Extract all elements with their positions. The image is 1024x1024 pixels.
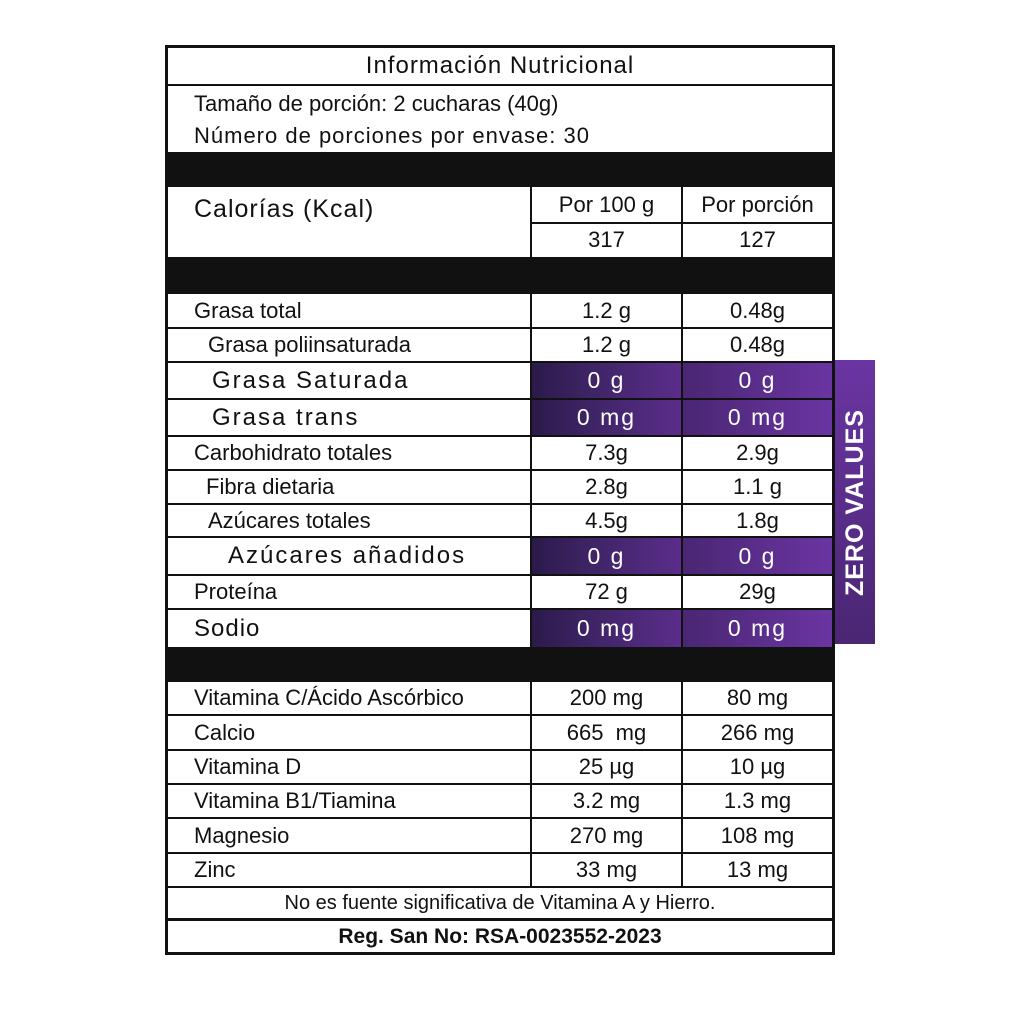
serving-size: Tamaño de porción: 2 cucharas (40g) (194, 91, 559, 116)
nutrient-portion: 0.48g (681, 294, 832, 327)
nutrient-label: Grasa trans (212, 403, 360, 431)
nutrient-row (168, 294, 832, 329)
zero-values-tab (835, 360, 875, 644)
nutrient-portion: 0 g (681, 363, 832, 398)
vitamin-portion: 108 mg (681, 819, 832, 852)
nutrient-row (168, 576, 832, 610)
nutrient-label: Fibra dietaria (206, 474, 335, 499)
nutrient-row (168, 610, 832, 647)
nutrient-per100: 4.5g (530, 505, 681, 536)
vitamin-portion: 10 µg (681, 751, 832, 783)
vitamin-label: Vitamina B1/Tiamina (194, 788, 396, 813)
vitamin-row (168, 716, 832, 751)
label-title: Información Nutricional (168, 48, 832, 86)
vitamin-per100: 3.2 mg (530, 785, 681, 817)
nutrient-per100: 7.3g (530, 437, 681, 469)
nutrient-per100: 1.2 g (530, 329, 681, 361)
calories-per-portion-cell (681, 187, 832, 257)
nutrition-label (165, 45, 835, 955)
calories-per-portion: 127 (739, 226, 776, 252)
servings-per-container: Número de porciones por envase: 30 (194, 123, 590, 148)
nutrient-label: Grasa Saturada (212, 366, 410, 394)
nutrient-portion: 0 mg (681, 400, 832, 435)
nutrient-row (168, 400, 832, 437)
nutrient-per100: 1.2 g (530, 294, 681, 327)
nutrient-per100: 0 g (530, 538, 681, 574)
vitamin-per100: 25 µg (530, 751, 681, 783)
vitamin-row (168, 819, 832, 854)
vitamin-per100: 270 mg (530, 819, 681, 852)
nutrient-portion: 0.48g (681, 329, 832, 361)
vitamin-row (168, 682, 832, 716)
vitamin-label: Vitamina C/Ácido Ascórbico (194, 685, 464, 710)
calories-label: Calorías (Kcal) (194, 195, 375, 223)
nutrient-label: Grasa total (194, 297, 302, 323)
vitamin-label: Calcio (194, 719, 256, 745)
nutrient-portion: 29g (681, 576, 832, 608)
registration-number: Reg. San No: RSA-0023552-2023 (338, 924, 662, 948)
nutrient-row (168, 363, 832, 400)
nutrient-per100: 72 g (530, 576, 681, 608)
per-100g-header: Por 100 g (532, 187, 681, 224)
nutrient-per100: 2.8g (530, 471, 681, 503)
nutrient-portion: 1.8g (681, 505, 832, 536)
nutrient-row (168, 437, 832, 471)
vitamin-portion: 13 mg (681, 854, 832, 886)
nutrient-portion: 2.9g (681, 437, 832, 469)
footnote: No es fuente significativa de Vitamina A y Hierro. (168, 888, 832, 921)
divider-band (168, 152, 832, 187)
vitamin-label: Vitamina D (194, 754, 302, 779)
divider-band (168, 259, 832, 294)
nutrient-label: Carbohidrato totales (194, 440, 393, 465)
nutrient-row (168, 471, 832, 505)
nutrient-label: Azúcares añadidos (228, 542, 467, 569)
vitamin-portion: 266 mg (681, 716, 832, 749)
nutrient-label: Grasa poliinsaturada (208, 332, 412, 357)
vitamin-per100: 200 mg (530, 682, 681, 714)
nutrient-row (168, 329, 832, 363)
calories-per-100g-cell (530, 187, 681, 257)
vitamin-row (168, 751, 832, 785)
nutrient-row (168, 505, 832, 538)
nutrient-portion: 1.1 g (681, 471, 832, 503)
nutrient-per100: 0 mg (530, 400, 681, 435)
nutrient-per100: 0 mg (530, 610, 681, 647)
vitamin-row (168, 785, 832, 819)
nutrient-row (168, 538, 832, 576)
nutrient-label: Sodio (194, 614, 261, 642)
per-portion-header: Por porción (683, 187, 832, 224)
divider-band (168, 647, 832, 682)
serving-info (194, 88, 590, 152)
zero-values-label: ZERO VALUES (840, 408, 869, 596)
calories-per-100g: 317 (588, 226, 625, 252)
vitamin-label: Zinc (194, 857, 236, 882)
nutrient-portion: 0 mg (681, 610, 832, 647)
vitamin-per100: 665 mg (530, 716, 681, 749)
nutrient-per100: 0 g (530, 363, 681, 398)
nutrient-label: Azúcares totales (208, 507, 371, 533)
vitamin-portion: 1.3 mg (681, 785, 832, 817)
vitamin-per100: 33 mg (530, 854, 681, 886)
nutrient-label: Proteína (194, 579, 278, 604)
vitamin-label: Magnesio (194, 822, 290, 848)
vitamin-portion: 80 mg (681, 682, 832, 714)
nutrient-portion: 0 g (681, 538, 832, 574)
vitamin-row (168, 854, 832, 888)
calories-row (168, 187, 832, 259)
